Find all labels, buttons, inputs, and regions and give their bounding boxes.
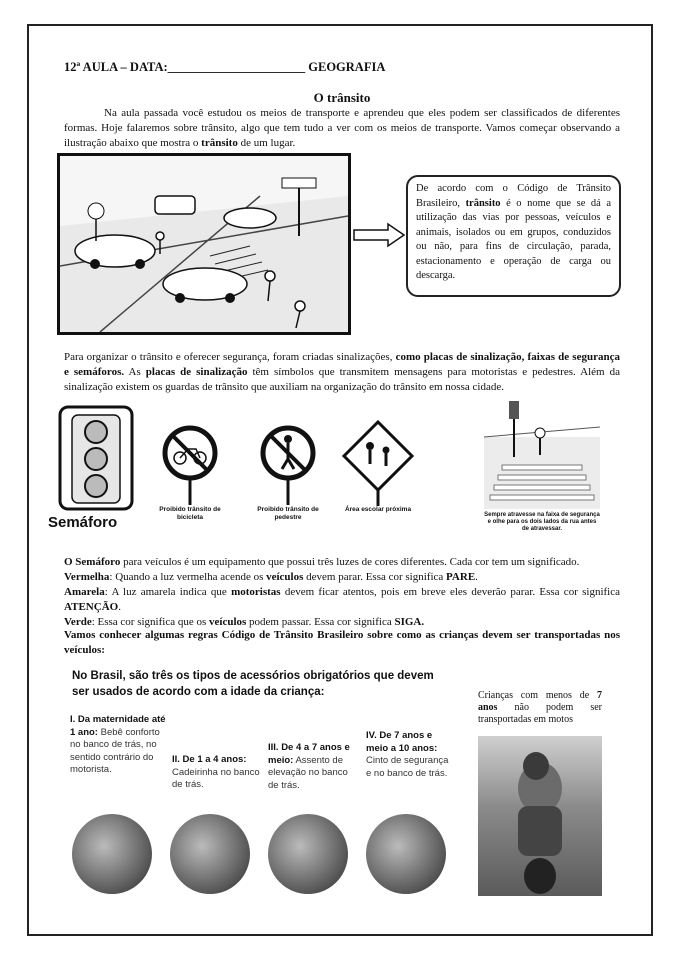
definition-box: De acordo com o Código de Trânsito Brasileiro, trânsito é o nome que se dá a utilização das vias por pessoas, veículos e animais, isolados ou em grupos, conduzidos ou não, para fins de circulação, parada, estacionamento e operação de carga ou descarga. [406, 175, 621, 297]
seatbelt-photo [366, 814, 446, 894]
booster-seat-photo [268, 814, 348, 894]
sign2-caption: Proibido trânsito de pedestre [257, 506, 319, 521]
school-zone-sign-icon [342, 420, 414, 511]
sign3-caption: Área escolar próxima [344, 506, 412, 513]
crossing-caption: Sempre atravesse na faixa de segurança e olhe para os dois lados da rua antes de atravessar. [484, 512, 600, 532]
child-seat-item-3: III. De 4 a 7 anos e meio: Assento de elevação no banco de trás. [268, 742, 350, 791]
traffic-illustration [57, 153, 351, 335]
semaforo-explanation: O Semáforo para veículos é um equipamento que possui três luzes de cores diferentes. Cada cor tem um significado. Vermelha: Quando a luz vermelha acende os veículos devem parar. Essa cor significa PARE. Amarela: A luz amarela indica que motoristas devem ficar atentos, pois em breve eles deverão parar. Essa cor significa ATENÇÃO. Verde: Essa cor significa que os veículos podem passar. Essa cor significa SIGA. [64, 556, 620, 628]
sign1-caption: Proibido trânsito de bicicleta [159, 506, 221, 521]
child-seat-panel [64, 666, 460, 896]
crosswalk-illustration [484, 397, 600, 514]
motorcycle-photo [478, 736, 602, 896]
intro-paragraph: Na aula passada você estudou os meios de transporte e aprendeu que eles podem ser classificados de diferentes formas. Hoje falaremos sobre trânsito, algo que tem tudo a ver com os meios de transporte. Vamos começar observando a ilustração abaixo que mostra o trânsito de um lugar. [64, 107, 620, 149]
infant-seat-photo [72, 814, 152, 894]
rules-intro: Vamos conhecer algumas regras Código de Trânsito Brasileiro sobre como as crianças devem ser transportadas nos veículos: [64, 629, 620, 656]
page-title: O trânsito [313, 90, 371, 105]
child-seat-item-2: II. De 1 a 4 anos: Cadeirinha no banco de trás. [172, 754, 260, 790]
no-bicycle-sign-icon [160, 425, 220, 510]
motorcycle-rule-text: Crianças com menos de 7 anos não podem ser transportadas em motos [478, 690, 602, 725]
child-seat-item-1: I. Da maternidade até 1 ano: Bebê conforto no banco de trás, no sentido contrário do motorista. [70, 714, 166, 775]
semaforo-label: Semáforo [48, 514, 118, 531]
child-seat-item-4: IV. De 7 anos e meio a 10 anos: Cinto de segurança e no banco de trás. [366, 730, 449, 779]
toddler-seat-photo [170, 814, 250, 894]
arrow-icon [352, 222, 406, 253]
traffic-light-icon [58, 405, 134, 516]
signals-paragraph: Para organizar o trânsito e oferecer segurança, foram criadas sinalizações, como placas de sinalização, faixas de segurança e semáforos. As placas de sinalização têm símbolos que transmitem mensagens para motoristas e pedestres. Além da sinalização existem os guardas de trânsito que auxiliam na organização do trânsito em nossa cidade. [64, 351, 621, 393]
no-pedestrian-sign-icon [258, 425, 318, 510]
lesson-header: 12ª AULA – DATA:______________________ GEOGRAFIA [64, 60, 386, 74]
child-seat-heading: No Brasil, são três os tipos de acessórios obrigatórios que devem ser usados de acordo com a idade da criança: [72, 670, 434, 698]
